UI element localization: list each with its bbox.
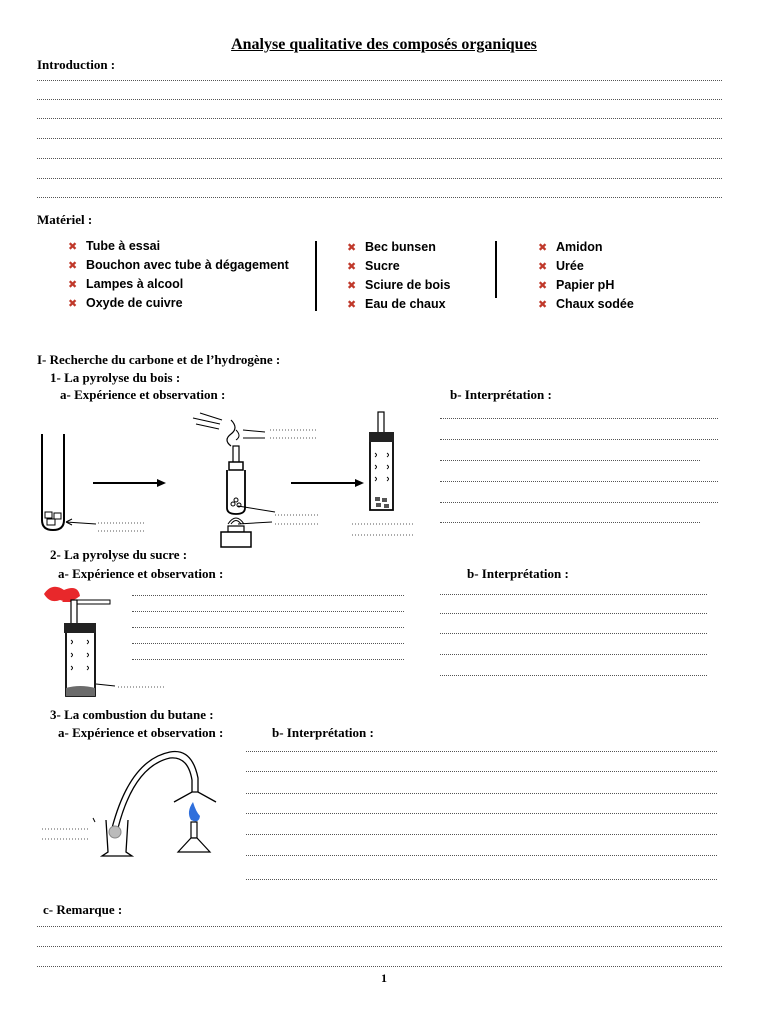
column-divider: [495, 241, 497, 298]
cross-icon: ✖: [347, 261, 357, 273]
cross-icon: ✖: [347, 280, 357, 292]
part-3-interpretation-heading: b- Interprétation :: [272, 725, 374, 740]
column-divider: [315, 241, 317, 311]
cross-icon: ✖: [538, 299, 548, 311]
list-item: ✖ Amidon: [538, 238, 634, 257]
part-2-interpretation-heading: b- Interprétation :: [467, 566, 569, 581]
list-item: ✖ Sucre: [347, 257, 450, 276]
list-item: ✖ Chaux sodée: [538, 295, 634, 314]
materiel-column-3: [538, 238, 634, 314]
cross-icon: ✖: [68, 279, 78, 291]
cross-icon: ✖: [68, 241, 78, 253]
cross-icon: ✖: [68, 298, 78, 310]
part-1-experience-heading: a- Expérience et observation :: [60, 387, 226, 402]
materiel-column-1: [68, 237, 289, 313]
cross-icon: ✖: [68, 260, 78, 272]
list-item: ✖ Eau de chaux: [347, 295, 450, 314]
materiel-column-2: [347, 238, 450, 314]
remarque-heading: c- Remarque :: [43, 902, 123, 917]
list-item: ✖ Sciure de bois: [347, 276, 450, 295]
page-number: 1: [381, 971, 387, 985]
cross-icon: ✖: [538, 280, 548, 292]
page-title: Analyse qualitative des composés organiques: [231, 36, 537, 53]
list-item: ✖ Bouchon avec tube à dégagement: [68, 256, 289, 275]
list-item: ✖ Tube à essai: [68, 237, 289, 256]
cross-icon: ✖: [538, 261, 548, 273]
cross-icon: ✖: [538, 242, 548, 254]
list-item: ✖ Oxyde de cuivre: [68, 294, 289, 313]
introduction-heading: Introduction :: [37, 57, 116, 72]
part-1-heading: 1- La pyrolyse du bois :: [50, 370, 181, 385]
materiel-heading: Matériel :: [37, 212, 93, 227]
butane-combustion-diagram: [0, 740, 240, 865]
wood-pyrolysis-diagram: [0, 400, 440, 560]
cross-icon: ✖: [347, 299, 357, 311]
list-item: ✖ Papier pH: [538, 276, 634, 295]
part-3-heading: 3- La combustion du butane :: [50, 707, 214, 722]
section-1-heading: I- Recherche du carbone et de l’hydrogène :: [37, 352, 281, 367]
part-3-experience-heading: a- Expérience et observation :: [58, 725, 224, 740]
part-2-experience-heading: a- Expérience et observation :: [58, 566, 224, 581]
list-item: ✖ Bec bunsen: [347, 238, 450, 257]
cross-icon: ✖: [347, 242, 357, 254]
sugar-pyrolysis-diagram: [0, 580, 180, 700]
list-item: ✖ Lampes à alcool: [68, 275, 289, 294]
part-2-heading: 2- La pyrolyse du sucre :: [50, 547, 188, 562]
part-1-interpretation-heading: b- Interprétation :: [450, 387, 552, 402]
list-item: ✖ Urée: [538, 257, 634, 276]
